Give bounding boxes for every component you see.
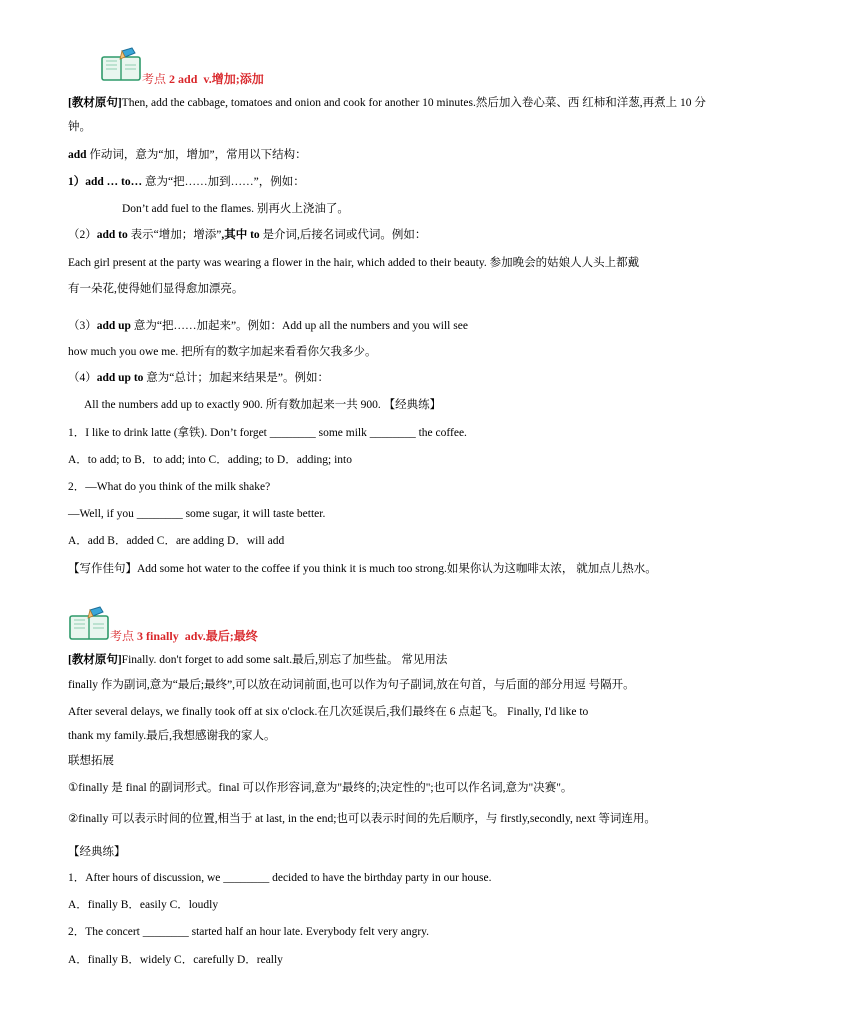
structure-2-label: （2）	[68, 229, 97, 241]
structure-2-text-b: ,其中	[221, 229, 251, 241]
structure-2-word2: to	[250, 229, 260, 241]
structure-4-example: All the numbers add up to exactly 900. 所有数加起来一共 900. 【经典练】	[84, 399, 442, 411]
source-text: Finally. don't forget to add some salt.最后,别忘了加些盐。 常见用法	[121, 654, 448, 666]
question-2-options: A．add B．added C．are adding D．will add	[68, 535, 285, 547]
source-sentence	[68, 96, 706, 110]
section2-heading	[142, 72, 264, 86]
heading-prefix: 考点	[110, 629, 135, 643]
question-1: 1．After hours of discussion, we ________ decided to have the birthday party in our house.	[68, 872, 492, 884]
structure-2-word: add to	[96, 229, 128, 241]
expand-item-1: ①finally 是 final 的副词形式。final 可以作形容词,意为"最终的;决定性的";也可以作名词,意为"决赛"。	[68, 782, 573, 794]
heading-word: add	[178, 72, 198, 86]
structure-2	[68, 228, 426, 242]
structure-3-example: how much you owe me. 把所有的数字加起来看看你欠我多少。	[68, 346, 377, 358]
book-pen-icon	[100, 47, 144, 83]
heading-pos: adv.最后;最终	[184, 629, 258, 643]
structure-2-example: Each girl present at the party was wearing a flower in the hair, which added to their beauty. 参加晚会的姑娘人人头上都戴	[68, 257, 640, 269]
question-2: 2．The concert ________ started half an hour late. Everybody felt very angry.	[68, 926, 430, 938]
structure-4-text: 意为“总计；加起来结果是”。例如：	[143, 372, 330, 384]
structure-3-label: （3）	[68, 320, 97, 332]
expand-label: 联想拓展	[68, 755, 114, 767]
expand-item-2: ②finally 可以表示时间的位置,相当于 at last, in the end;也可以表示时间的先后顺序，与 firstly,secondly, next 等词连用。	[68, 813, 656, 825]
structure-2-text-c: 是介词,后接名词或代词。例如：	[259, 229, 427, 241]
practice-label: 【经典练】	[68, 846, 126, 858]
book-pen-icon	[68, 606, 112, 642]
structure-1	[68, 175, 305, 189]
example-line: After several delays, we finally took off at six o'clock.在几次延误后,我们最终在 6 点起飞。 Finally, I'd like to	[68, 706, 589, 718]
intro-text: 作动词，意为“加，增加”，常用以下结构：	[86, 149, 307, 161]
structure-2-example-cont: 有一朵花,使得她们显得愈加漂亮。	[68, 283, 244, 295]
structure-1-example: Don’t add fuel to the flames. 别再火上浇油了。	[122, 203, 349, 215]
intro-word: add	[68, 149, 87, 161]
question-1-options: A．finally B．easily C．loudly	[68, 899, 219, 911]
source-label: [教材原句]	[68, 97, 122, 109]
structure-1-label: 1）add … to…	[68, 176, 143, 188]
question-1: 1．I like to drink latte (拿铁). Don’t forget ________ some milk ________ the coffee.	[68, 427, 467, 439]
usage-line: finally 作为副词,意为“最后;最终”,可以放在动词前面,也可以作为句子副词,放在句首，与后面的部分用逗 号隔开。	[68, 679, 635, 691]
writing-sentence: 【写作佳句】Add some hot water to the coffee if you think it is much too strong.如果你认为这咖啡太浓， 就加点儿热水。	[68, 563, 657, 575]
source-text: Then, add the cabbage, tomatoes and onion and cook for another 10 minutes.然后加入卷心菜、西 红柿和洋葱,再煮上 10 分	[121, 97, 706, 109]
intro-line	[68, 148, 307, 162]
heading-pos: v.增加;添加	[203, 72, 264, 86]
structure-2-text-a: 表示“增加；增添”	[127, 229, 222, 241]
question-2: 2．—What do you think of the milk shake?	[68, 481, 271, 493]
heading-word: finally	[146, 629, 179, 643]
source-sentence	[68, 653, 447, 667]
structure-4-word: add up to	[96, 372, 144, 384]
structure-3-word: add up	[96, 320, 131, 332]
heading-prefix: 考点	[142, 72, 167, 86]
question-1-options: A．to add; to B．to add; into C．adding; to D．adding; into	[68, 454, 352, 466]
structure-4	[68, 371, 329, 385]
structure-1-text: 意为“把……加到……”，例如：	[142, 176, 305, 188]
structure-3-text: 意为“把……加起来”。例如：Add up all the numbers and you will see	[130, 320, 468, 332]
section3-heading	[110, 629, 258, 643]
source-sentence-cont: 钟。	[68, 121, 91, 133]
structure-3	[68, 319, 468, 333]
source-label: [教材原句]	[68, 654, 122, 666]
structure-4-label: （4）	[68, 372, 97, 384]
heading-number: 3	[137, 629, 144, 643]
question-2-line2: —Well, if you ________ some sugar, it will taste better.	[68, 508, 326, 520]
question-2-options: A．finally B．widely C．carefully D．really	[68, 954, 283, 966]
example-line-cont: thank my family.最后,我想感谢我的家人。	[68, 730, 276, 742]
heading-number: 2	[169, 72, 176, 86]
